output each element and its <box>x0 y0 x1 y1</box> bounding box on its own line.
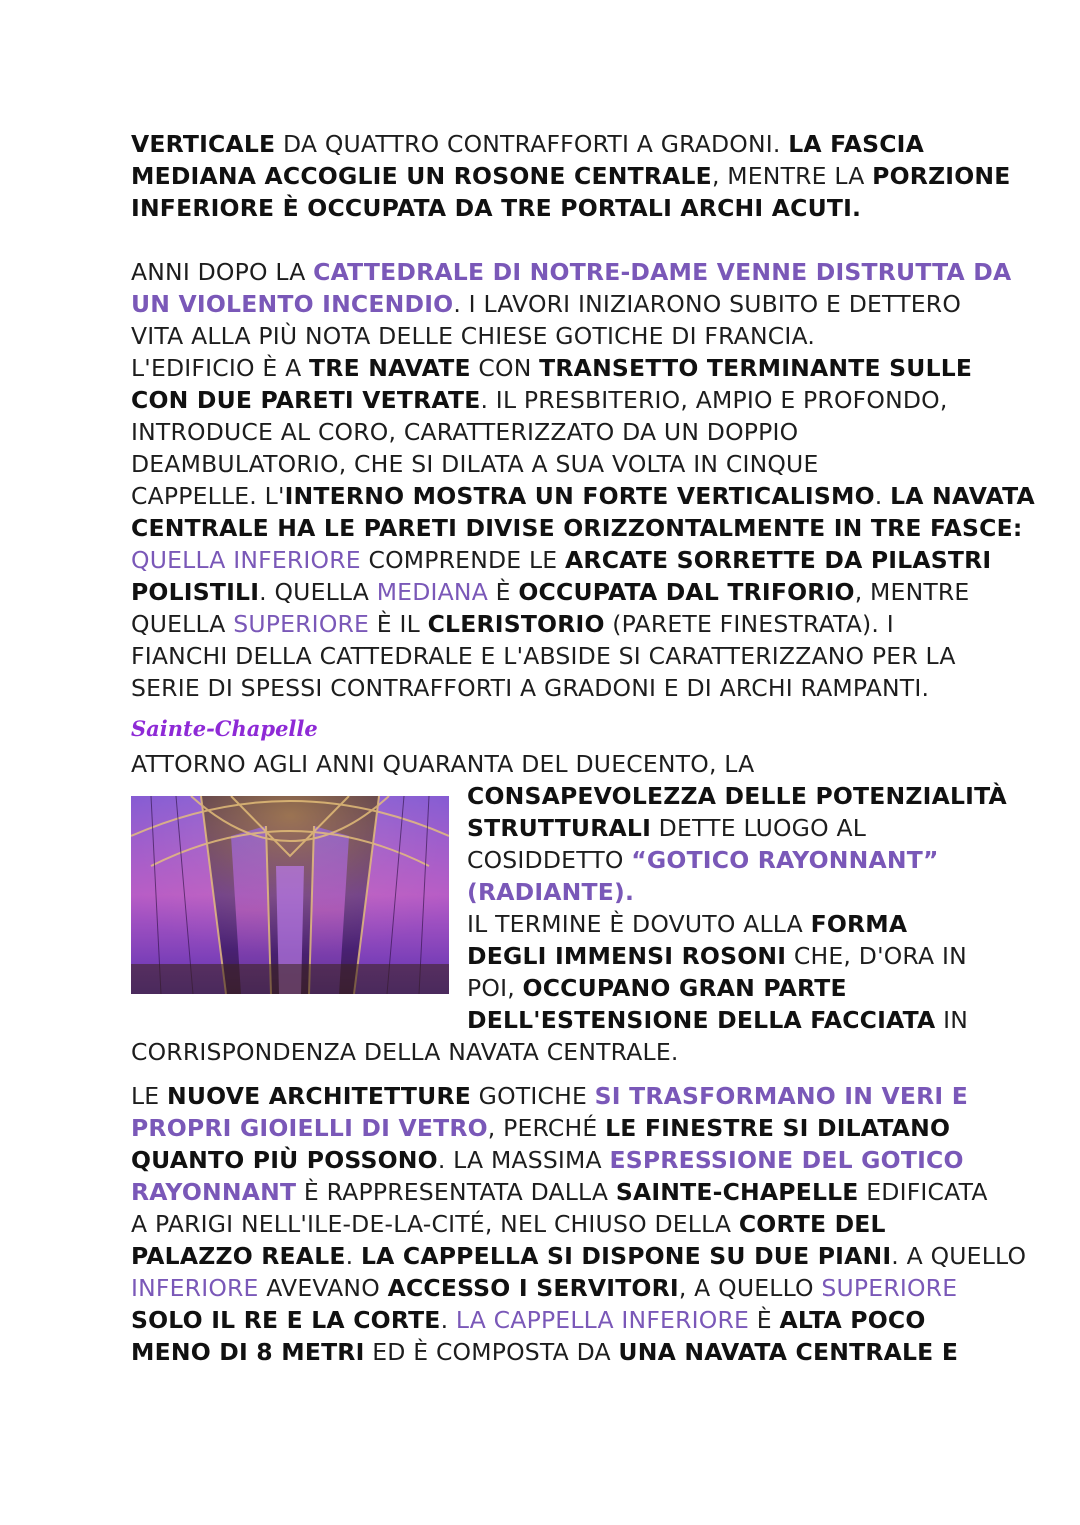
text-run: ESPRESSIONE DEL GOTICO <box>609 1146 964 1174</box>
text-line <box>131 1304 961 1336</box>
text-run: INTERNO MOSTRA UN FORTE VERTICALISMO <box>284 482 875 510</box>
text-line <box>131 1144 964 1176</box>
text-run: OCCUPATA DAL TRIFORIO <box>518 578 855 606</box>
text-run: IN <box>935 1006 968 1034</box>
text-run: LE FINESTRE SI DILATANO <box>605 1114 951 1142</box>
text-run: CATTEDRALE DI NOTRE-DAME VENNE DISTRUTTA DA <box>313 258 1012 286</box>
text-run: TRE NAVATE <box>309 354 471 382</box>
text-line <box>131 256 1012 288</box>
text-run: INTRODUCE AL CORO, CARATTERIZZATO DA UN DOPPIO <box>131 418 799 446</box>
text-run: . A QUELLO <box>891 1242 1027 1270</box>
text-run: MEDIANA <box>376 578 488 606</box>
text-line <box>131 748 961 780</box>
text-line <box>131 128 961 160</box>
paragraph-rayonnant-end <box>131 1036 961 1068</box>
text-run: DEGLI IMMENSI ROSONI <box>467 942 787 970</box>
text-run: (PARETE FINESTRATA). I <box>604 610 894 638</box>
text-run: . LA MASSIMA <box>437 1146 610 1174</box>
paragraph-notre-dame <box>131 256 1035 704</box>
text-run: LA NAVATA <box>890 482 1035 510</box>
text-run: SERIE DI SPESSI CONTRAFFORTI A GRADONI E DI ARCHI RAMPANTI. <box>131 674 930 702</box>
text-run: , MENTRE LA <box>711 162 873 190</box>
text-line <box>131 1336 961 1368</box>
text-run: CORTE DEL <box>738 1210 886 1238</box>
text-run: A PARIGI NELL'ILE-DE-LA-CITÉ, NEL CHIUSO DELLA <box>131 1210 739 1238</box>
text-run: , MENTRE <box>854 578 970 606</box>
text-run: . I LAVORI INIZIARONO SUBITO E DETTERO <box>453 290 962 318</box>
text-line <box>131 160 1011 192</box>
text-run: SUPERIORE <box>821 1274 958 1302</box>
text-run: SUPERIORE <box>233 610 370 638</box>
text-run: LE <box>131 1082 168 1110</box>
text-run: COSIDDETTO <box>467 846 632 874</box>
text-run: È <box>749 1306 780 1334</box>
text-line <box>467 972 967 1004</box>
paragraph-facade <box>131 128 1011 224</box>
text-line <box>131 448 961 480</box>
text-run: RAYONNANT <box>131 1178 297 1206</box>
text-run: PALAZZO REALE <box>131 1242 346 1270</box>
text-run: . QUELLA <box>259 578 377 606</box>
text-line <box>467 844 967 876</box>
text-line <box>467 780 1007 812</box>
text-line <box>131 576 970 608</box>
text-run: CENTRALE HA LE PARETI DIVISE ORIZZONTALMENTE IN TRE FASCE: <box>131 514 1023 542</box>
paragraph-rayonnant-side <box>467 780 1007 1036</box>
text-run: QUELLA <box>131 610 234 638</box>
text-run: OCCUPANO GRAN PARTE <box>522 974 847 1002</box>
text-run: POI, <box>467 974 523 1002</box>
text-run: CAPPELLE. L' <box>131 482 285 510</box>
text-line <box>131 352 973 384</box>
text-run: QUANTO PIÙ POSSONO <box>131 1146 438 1174</box>
text-run: NUOVE ARCHITETTURE <box>167 1082 471 1110</box>
text-run: MEDIANA ACCOGLIE UN ROSONE CENTRALE <box>131 162 712 190</box>
text-run: STRUTTURALI <box>467 814 652 842</box>
text-run: CLERISTORIO <box>427 610 605 638</box>
text-run: DA QUATTRO CONTRAFFORTI A GRADONI. <box>275 130 789 158</box>
text-run: ATTORNO AGLI ANNI QUARANTA DEL DUECENTO, LA <box>131 750 755 778</box>
text-run: VITA ALLA PIÙ NOTA DELLE CHIESE GOTICHE DI FRANCIA. <box>131 322 816 350</box>
text-run: CON DUE PARETI VETRATE <box>131 386 481 414</box>
text-run: ANNI DOPO LA <box>131 258 314 286</box>
text-run: . <box>345 1242 361 1270</box>
text-run: CONSAPEVOLEZZA DELLE POTENZIALITÀ <box>467 782 1007 810</box>
text-line <box>131 1036 961 1068</box>
text-run: LA CAPPELLA SI DISPONE SU DUE PIANI <box>360 1242 892 1270</box>
text-run: È IL <box>369 610 428 638</box>
text-line <box>131 1080 968 1112</box>
text-run: COMPRENDE LE <box>360 546 566 574</box>
text-line <box>131 1208 961 1240</box>
text-line <box>131 608 961 640</box>
text-run: POLISTILI <box>131 578 260 606</box>
text-run: , PERCHÉ <box>487 1114 606 1142</box>
text-run: QUELLA INFERIORE <box>131 546 361 574</box>
text-run: (RADIANTE). <box>467 878 635 906</box>
text-run: MENO DI 8 METRI <box>131 1338 365 1366</box>
text-run: SOLO IL RE E LA CORTE <box>131 1306 441 1334</box>
text-run: UNA NAVATA CENTRALE E <box>618 1338 959 1366</box>
text-run: LA CAPPELLA INFERIORE <box>455 1306 750 1334</box>
text-run: CORRISPONDENZA DELLA NAVATA CENTRALE. <box>131 1038 679 1066</box>
text-run: SAINTE-CHAPELLE <box>615 1178 859 1206</box>
text-run: È RAPPRESENTATA DALLA <box>296 1178 616 1206</box>
text-line <box>131 1176 988 1208</box>
text-line <box>131 288 961 320</box>
text-line <box>131 416 961 448</box>
text-line <box>131 384 961 416</box>
text-run: LA FASCIA <box>788 130 925 158</box>
text-run: . <box>874 482 891 510</box>
text-run: GOTICHE <box>471 1082 595 1110</box>
text-run: “GOTICO RAYONNANT” <box>631 846 939 874</box>
text-run: SI TRASFORMANO IN VERI E <box>594 1082 968 1110</box>
paragraph-sainte-chapelle <box>131 1080 1027 1368</box>
text-line <box>467 908 967 940</box>
text-line <box>131 672 961 704</box>
text-line <box>467 812 967 844</box>
text-run: CHE, D'ORA IN <box>786 942 967 970</box>
sainte-chapelle-photo <box>131 796 449 994</box>
text-run: CON <box>470 354 540 382</box>
text-run: EDIFICATA <box>858 1178 988 1206</box>
text-run: AVEVANO <box>258 1274 388 1302</box>
text-run: . <box>440 1306 456 1334</box>
text-line <box>131 320 961 352</box>
text-run: PORZIONE <box>872 162 1011 190</box>
text-run: IL TERMINE È DOVUTO ALLA <box>467 910 811 938</box>
text-line <box>131 1272 961 1304</box>
text-line <box>131 1240 1027 1272</box>
text-run: DETTE LUOGO AL <box>651 814 867 842</box>
text-line <box>131 192 961 224</box>
text-line <box>467 940 967 972</box>
text-line <box>131 512 1023 544</box>
text-run: UN VIOLENTO INCENDIO <box>131 290 454 318</box>
text-run: ALTA POCO <box>779 1306 926 1334</box>
text-run: INFERIORE <box>131 1274 259 1302</box>
text-run: ARCATE SORRETTE DA PILASTRI <box>565 546 992 574</box>
text-run: L'EDIFICIO È A <box>131 354 310 382</box>
text-run: INFERIORE È OCCUPATA DA TRE PORTALI ARCHI ACUTI. <box>131 194 862 222</box>
text-run: DEAMBULATORIO, CHE SI DILATA A SUA VOLTA IN CINQUE <box>131 450 819 478</box>
text-line <box>131 480 1035 512</box>
text-run: PROPRI GIOIELLI DI VETRO <box>131 1114 488 1142</box>
text-run: VERTICALE <box>131 130 276 158</box>
text-line <box>131 640 961 672</box>
text-line <box>467 1004 967 1036</box>
text-line <box>131 1112 961 1144</box>
paragraph-rayonnant-intro <box>131 748 961 780</box>
text-run: ACCESSO I SERVITORI <box>387 1274 679 1302</box>
text-run: ED È COMPOSTA DA <box>364 1338 619 1366</box>
text-run: , A QUELLO <box>678 1274 822 1302</box>
text-run: FORMA <box>810 910 908 938</box>
text-run: È <box>487 578 519 606</box>
text-run: FIANCHI DELLA CATTEDRALE E L'ABSIDE SI CARATTERIZZANO PER LA <box>131 642 956 670</box>
text-line <box>467 876 967 908</box>
section-heading: Sainte-Chapelle <box>131 716 318 741</box>
text-run: . IL PRESBITERIO, AMPIO E PROFONDO, <box>480 386 948 414</box>
text-run: TRANSETTO TERMINANTE SULLE <box>539 354 973 382</box>
text-run: DELL'ESTENSIONE DELLA FACCIATA <box>467 1006 936 1034</box>
text-line <box>131 544 992 576</box>
